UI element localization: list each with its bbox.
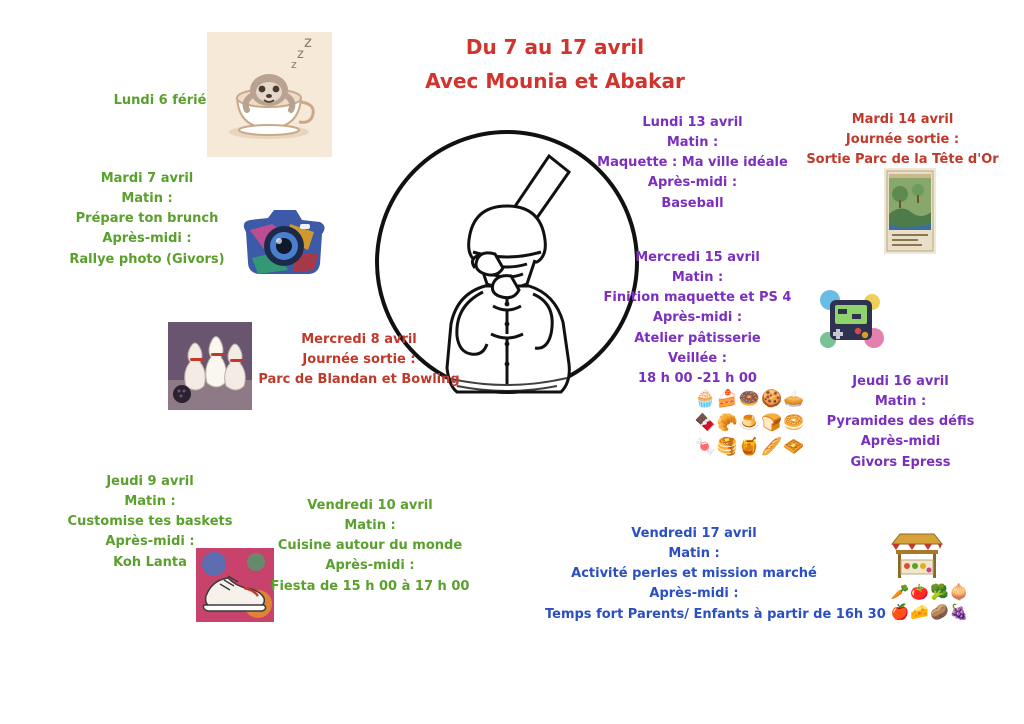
entry-line: Pyramides des défis (826, 414, 975, 430)
entry-line: Mercredi 8 avril (301, 332, 417, 347)
market-emoji-row-1: 🥕🍅🥦🧅 (890, 583, 970, 601)
entry-line: 18 h 00 -21 h 00 (638, 370, 757, 386)
entry-line: Prépare ton brunch (75, 211, 219, 227)
entry-line: Customise tes baskets (67, 514, 233, 530)
entry-line: Lundi 6 férié (113, 93, 207, 108)
entry-line: Matin : (668, 546, 720, 562)
svg-text:z: z (304, 33, 312, 51)
entry-line: Lundi 13 avril (642, 115, 743, 130)
entry-line: Parc de Blandan et Bowling (258, 372, 460, 388)
svg-text:z: z (297, 47, 304, 62)
entry-line: Mardi 14 avril (851, 112, 954, 127)
entry-line: Vendredi 10 avril (307, 498, 433, 513)
entry-line: Cuisine autour du monde (277, 538, 463, 554)
entry-line: Après-midi : (652, 310, 743, 326)
entry-line: Après-midi : (102, 231, 192, 247)
entry-line: Matin : (344, 518, 396, 534)
market-emoji-row-2: 🍎🧀🥔🍇 (890, 603, 970, 621)
entry-mardi-14 (790, 110, 1015, 170)
entry-line: Rallye photo (Givors) (69, 251, 225, 267)
entry-line: Veillée : (668, 350, 727, 366)
entry-line: Atelier pâtisserie (634, 330, 761, 346)
title-line-2: Avec Mounia et Abakar (425, 69, 685, 93)
entry-line: Après-midi (860, 434, 941, 450)
entry-line: Maquette : Ma ville idéale (597, 155, 788, 171)
svg-text:z: z (291, 58, 297, 71)
entry-line: Mardi 7 avril (100, 171, 194, 186)
entry-line: Baseball (661, 195, 724, 211)
entry-line: Finition maquette et PS 4 (603, 290, 792, 306)
entry-line: Sortie Parc de la Tête d'Or (806, 152, 999, 168)
entry-jeudi-9 (35, 472, 265, 573)
entry-line: Jeudi 16 avril (852, 374, 949, 389)
entry-vendredi-10 (245, 496, 495, 597)
entry-line: Journée sortie : (845, 132, 960, 148)
entry-line: Activité perles et mission marché (571, 566, 817, 582)
title-line-1: Du 7 au 17 avril (465, 35, 645, 59)
entry-line: Fiesta de 15 h 00 à 17 h 00 (270, 578, 470, 594)
page-title (390, 30, 720, 98)
entry-line: Jeudi 9 avril (106, 474, 194, 489)
market-stall-image (888, 528, 946, 582)
entry-vendredi-17 (545, 524, 886, 625)
entry-line: Mercredi 15 avril (635, 250, 760, 265)
entry-line: Après-midi : (649, 586, 739, 602)
entry-line: Givors Epress (850, 454, 951, 470)
entry-line: Matin : (124, 494, 176, 510)
pastry-emoji-row-3: 🍬🥞🍯🥖🧇 (694, 437, 806, 457)
pastry-emoji-row-2: 🍫🥐🍮🍞🥯 (694, 413, 806, 433)
entry-line: Après-midi : (105, 534, 195, 550)
entry-line: Journée sortie : (302, 352, 416, 368)
entry-line: Matin : (874, 394, 927, 410)
entry-jeudi-16 (808, 372, 993, 473)
entry-line: Matin : (121, 191, 173, 207)
entry-line: Vendredi 17 avril (631, 526, 757, 541)
entry-line: Matin : (671, 270, 724, 286)
entry-line: Matin : (666, 135, 719, 151)
game-console-image (814, 286, 888, 354)
entry-mercredi-15 (590, 248, 805, 389)
entry-mercredi-8 (230, 330, 488, 390)
entry-line: Après-midi : (325, 558, 415, 574)
entry-lundi-6 (60, 91, 260, 111)
entry-mardi-7 (32, 169, 262, 270)
entry-line: Koh Lanta (113, 554, 187, 570)
pastry-emoji-row-1: 🧁🍰🍩🍪🥧 (694, 389, 806, 409)
park-poster-image (884, 168, 936, 254)
entry-line: Temps fort Parents/ Enfants à partir de 16h 30 (545, 606, 886, 622)
entry-line: Après-midi : (647, 175, 738, 191)
entry-lundi-13 (575, 113, 810, 214)
